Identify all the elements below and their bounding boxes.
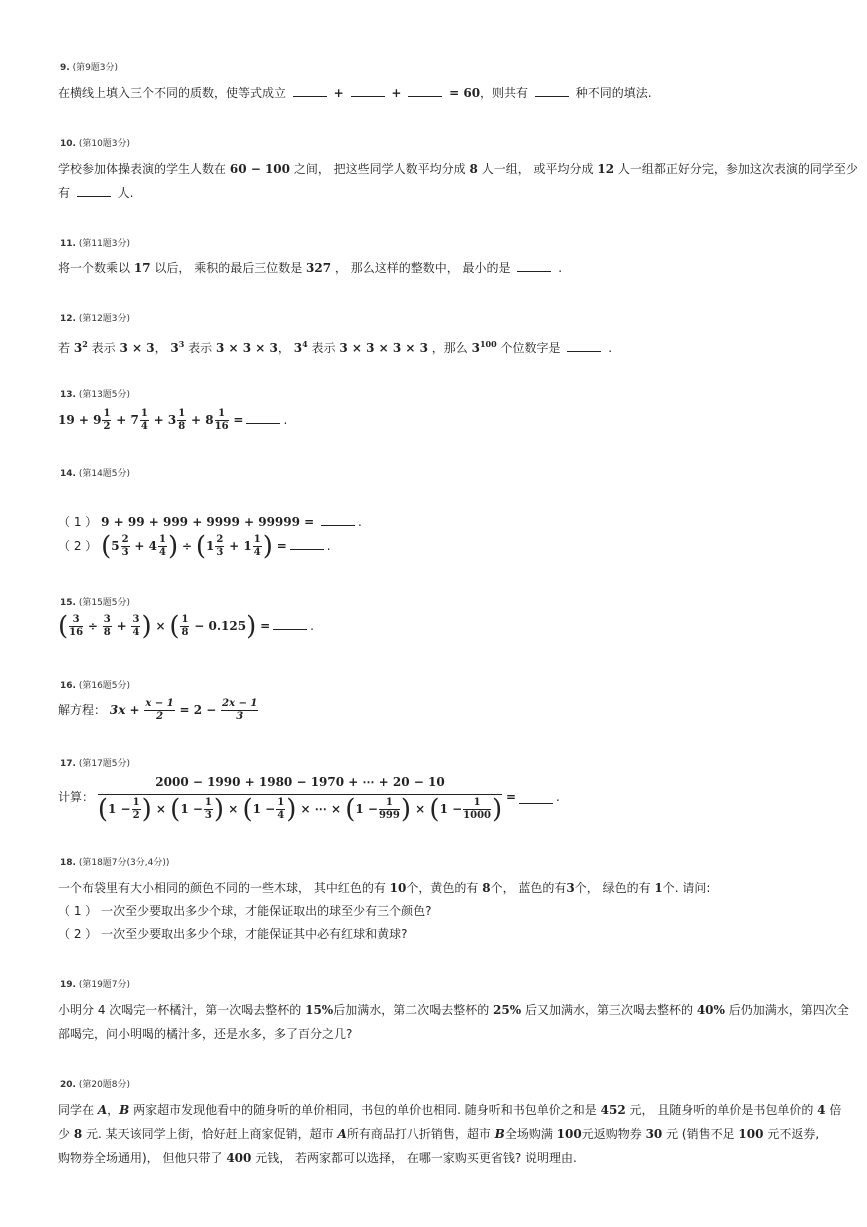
equals-sign: = bbox=[233, 413, 244, 427]
q20-text: 所有商品打八折销售，超市 bbox=[346, 1127, 491, 1141]
question-number: 10. bbox=[60, 139, 76, 149]
part-label: （ 2 ） bbox=[58, 539, 98, 553]
q10-text: 人一组， 或平均分成 bbox=[481, 162, 594, 176]
q11-text: ， 那么这样的整数中， 最小的是 bbox=[334, 261, 511, 275]
question-14-part1 bbox=[58, 512, 362, 532]
paren: ( bbox=[195, 531, 206, 562]
question-14-part2 bbox=[58, 531, 331, 562]
question-12-header bbox=[60, 311, 130, 324]
fraction: $\frac{1}{8}$ bbox=[178, 408, 186, 432]
q11-end: . bbox=[558, 261, 563, 275]
q12-text: ，那么 bbox=[431, 341, 468, 355]
q15-end: . bbox=[310, 619, 314, 633]
q11-number: 327 bbox=[306, 261, 332, 275]
question-meta: (第12题3分) bbox=[78, 314, 131, 324]
question-13-header bbox=[60, 387, 130, 400]
plus-sign: + bbox=[333, 86, 344, 100]
q20-number: 100 bbox=[738, 1127, 764, 1141]
q11-number: 17 bbox=[133, 261, 151, 275]
question-20-body-line1 bbox=[58, 1100, 841, 1120]
q20-number: 30 bbox=[645, 1127, 663, 1141]
q12-text: 个位数字是 bbox=[500, 341, 561, 355]
fraction: $\frac{1}{4}$ bbox=[140, 408, 148, 432]
paren: ( bbox=[58, 611, 69, 642]
question-number: 17. bbox=[60, 759, 76, 769]
q20-number: 400 bbox=[226, 1151, 252, 1165]
times-sign: × bbox=[155, 619, 166, 633]
question-meta: (第10题3分) bbox=[78, 139, 131, 149]
question-meta: (第17题5分) bbox=[78, 759, 131, 769]
paren: ) bbox=[141, 611, 152, 642]
equals-sign: = bbox=[260, 619, 271, 633]
question-number: 14. bbox=[60, 469, 76, 479]
fraction: $\frac{1}{2}$ bbox=[103, 408, 111, 432]
question-meta: (第16题5分) bbox=[78, 681, 131, 691]
answer-blank[interactable] bbox=[246, 411, 280, 424]
q20-text: ， bbox=[107, 1103, 120, 1117]
denominator: (1 − $\frac{1}{2}$ ) × (1 − $\frac{1}{3}$ ) × (1 − $\frac{1}{4}$ ) × ⋯ × (1 − $\frac{1}{999}$ ) × (1 − $\frac{1}{1000}$ ) bbox=[97, 794, 503, 825]
q20-text: 元不返券, bbox=[767, 1127, 820, 1141]
answer-blank[interactable] bbox=[408, 84, 442, 97]
question-meta: (第9题3分) bbox=[72, 63, 119, 73]
q9-text: ，则共有 bbox=[480, 86, 529, 100]
answer-blank[interactable] bbox=[519, 791, 553, 804]
q18-number: 10 bbox=[389, 881, 407, 895]
question-15-header bbox=[60, 595, 130, 608]
question-10-body bbox=[58, 159, 858, 179]
question-meta: (第18题7分(3分,4分)) bbox=[78, 858, 170, 868]
question-18-sub1: （ 1 ） 一次至少要取出多少个球，才能保证取出的球至少有三个颜色? bbox=[58, 904, 432, 918]
question-16-body bbox=[58, 698, 259, 723]
paren: ) bbox=[262, 531, 273, 562]
q14-end: . bbox=[326, 539, 331, 553]
q19-percent: 25% bbox=[493, 1003, 522, 1017]
answer-blank[interactable] bbox=[567, 339, 601, 352]
product-expr: 3 × 3 bbox=[119, 341, 155, 355]
question-16-header bbox=[60, 678, 130, 691]
q18-text: 个，黄色的有 bbox=[406, 881, 479, 895]
question-10-body-line2 bbox=[58, 183, 134, 203]
question-meta: (第20题8分) bbox=[78, 1080, 131, 1090]
question-number: 16. bbox=[60, 681, 76, 691]
fraction: $\frac{2x - 1}{3}$ bbox=[222, 698, 258, 722]
question-number: 15. bbox=[60, 598, 76, 608]
numerator: 2000 − 1990 + 1980 − 1970 + ⋯ + 20 − 10 bbox=[98, 772, 502, 795]
q20-text: 两家超市发现他看中的随身听的单价相同，书包的单价也相同. 随身听和书包单价之和是 bbox=[133, 1103, 597, 1117]
q10-range: 60 − 100 bbox=[229, 162, 291, 176]
q10-number: 8 bbox=[469, 162, 478, 176]
paren: ( bbox=[101, 531, 112, 562]
q20-text: 元. 某天该同学上街，恰好赶上商家促销，超市 bbox=[86, 1127, 334, 1141]
part-label: （ 1 ） bbox=[58, 515, 98, 529]
q19-text: 后加满水，第二次喝去整杯的 bbox=[333, 1003, 490, 1017]
q20-text: 元， 且随身听的单价是书包单价的 bbox=[629, 1103, 814, 1117]
question-meta: (第11题3分) bbox=[78, 239, 131, 249]
question-18-header bbox=[60, 855, 169, 868]
question-20-header bbox=[60, 1077, 130, 1090]
q19-percent: 40% bbox=[696, 1003, 725, 1017]
answer-blank[interactable] bbox=[535, 84, 569, 97]
equals-sign: = bbox=[276, 539, 287, 553]
question-19-body bbox=[58, 1000, 849, 1020]
fraction: $\frac{2}{3}$ bbox=[216, 534, 224, 558]
plus-sign: + bbox=[116, 619, 127, 633]
q11-text: 以后， 乘积的最后三位数是 bbox=[154, 261, 303, 275]
q19-text: 后仍加满水，第四次全 bbox=[728, 1003, 849, 1017]
q20-text: 元 (销售不足 bbox=[666, 1127, 735, 1141]
q14-end: . bbox=[358, 515, 362, 529]
question-15-body bbox=[58, 611, 314, 642]
power-expr: $3^2$ bbox=[73, 339, 88, 355]
math-term: − 0.125 bbox=[194, 619, 247, 633]
q12-text: 若 bbox=[58, 341, 71, 355]
question-9-body bbox=[58, 83, 652, 103]
math-term: 5 bbox=[111, 539, 120, 553]
equals-sign: = bbox=[505, 790, 517, 804]
q13-end: . bbox=[283, 413, 288, 427]
math-term: 1 bbox=[206, 539, 215, 553]
fraction: $\frac{3}{16}$ bbox=[69, 614, 84, 638]
question-number: 19. bbox=[60, 980, 76, 990]
fraction: $\frac{1}{16}$ bbox=[214, 408, 229, 432]
q20-text: 少 bbox=[58, 1127, 71, 1141]
math-term: + 4 bbox=[134, 539, 157, 553]
answer-blank[interactable] bbox=[273, 617, 307, 630]
math-term: + 1 bbox=[229, 539, 252, 553]
q19-text: 后又加满水，第三次喝去整杯的 bbox=[524, 1003, 693, 1017]
q18-text: 个， 蓝色的有 bbox=[490, 881, 567, 895]
question-14-header bbox=[60, 466, 130, 479]
q18-text: 个， 绿色的有 bbox=[574, 881, 651, 895]
q10-text: 有 bbox=[58, 186, 71, 200]
product-expr: 3 × 3 × 3 bbox=[216, 341, 278, 355]
q19-text: 小明分 4 次喝完一杯橘汁，第一次喝去整杯的 bbox=[58, 1003, 302, 1017]
fraction: $\frac{2}{3}$ bbox=[121, 534, 129, 558]
q16-label: 解方程： bbox=[58, 703, 107, 717]
question-number: 18. bbox=[60, 858, 76, 868]
question-number: 20. bbox=[60, 1080, 76, 1090]
question-number: 12. bbox=[60, 314, 76, 324]
question-9-header bbox=[60, 60, 118, 73]
q10-text: 人. bbox=[117, 186, 134, 200]
math-term: + 7 bbox=[116, 413, 139, 427]
q11-text: 将一个数乘以 bbox=[58, 261, 131, 275]
plus-sign: + bbox=[391, 86, 402, 100]
store-b-label: B bbox=[119, 1103, 130, 1117]
q10-text: 学校参加体操表演的学生人数在 bbox=[58, 162, 227, 176]
question-19-header bbox=[60, 977, 130, 990]
equals-value: = 60 bbox=[449, 86, 481, 100]
store-a-label: A bbox=[97, 1103, 108, 1117]
question-12-body: 若 $3^2$ 表示 3 × 3， $3^3$ 表示 3 × 3 × 3， $3^4$ 表示 3 × 3 × 3 × 3 ，那么 $3^{100}$ 个位数字是 . bbox=[58, 339, 613, 355]
product-expr: 3 × 3 × 3 × 3 bbox=[339, 341, 428, 355]
big-fraction bbox=[97, 772, 503, 825]
q18-number: 1 bbox=[654, 881, 663, 895]
q20-number: 452 bbox=[600, 1103, 626, 1117]
question-11-header bbox=[60, 236, 130, 249]
question-10-header bbox=[60, 136, 130, 149]
question-meta: (第19题7分) bbox=[78, 980, 131, 990]
answer-blank[interactable] bbox=[517, 259, 551, 272]
q20-number: 100 bbox=[556, 1127, 582, 1141]
q12-text: 表示 bbox=[311, 341, 336, 355]
power-expr: $3^4$ bbox=[293, 339, 308, 355]
q10-number: 12 bbox=[597, 162, 615, 176]
q18-number: 8 bbox=[482, 881, 491, 895]
question-number: 13. bbox=[60, 390, 76, 400]
question-20-body-line2 bbox=[58, 1124, 819, 1144]
q18-text: 个. 请问: bbox=[662, 881, 711, 895]
divide-sign: ÷ bbox=[87, 619, 98, 633]
q20-text: 元返购物券 bbox=[581, 1127, 642, 1141]
math-term: 19 + 9 bbox=[58, 413, 102, 427]
question-meta: (第15题5分) bbox=[78, 598, 131, 608]
answer-blank[interactable] bbox=[293, 84, 327, 97]
q12-text: 表示 bbox=[188, 341, 213, 355]
question-17-body bbox=[58, 772, 560, 825]
q12-end: . bbox=[608, 341, 613, 355]
q20-text: 元钱， 若两家都可以选择， 在哪一家购买更省钱? 说明理由. bbox=[255, 1151, 577, 1165]
q9-text: 种不同的填法. bbox=[575, 86, 652, 100]
question-17-header bbox=[60, 756, 130, 769]
question-18-body bbox=[58, 878, 710, 898]
q20-text: 购物券全场通用)， 但他只带了 bbox=[58, 1151, 223, 1165]
answer-blank[interactable] bbox=[321, 513, 355, 526]
answer-blank[interactable] bbox=[290, 537, 324, 550]
q10-text: 人一组都正好分完，参加这次表演的同学至少 bbox=[617, 162, 858, 176]
question-11-body bbox=[58, 258, 562, 278]
math-term: = 2 − bbox=[179, 703, 217, 717]
fraction: $\frac{1}{8}$ bbox=[181, 614, 189, 638]
question-18-sub2: （ 2 ） 一次至少要取出多少个球，才能保证其中必有红球和黄球? bbox=[58, 927, 408, 941]
q20-number: 8 bbox=[73, 1127, 83, 1141]
q20-text: 同学在 bbox=[58, 1103, 95, 1117]
fraction: $\frac{3}{8}$ bbox=[103, 614, 111, 638]
power-expr: $3^3$ bbox=[170, 339, 185, 355]
question-meta: (第13题5分) bbox=[78, 390, 131, 400]
question-meta: (第14题5分) bbox=[78, 469, 131, 479]
q19-percent: 15% bbox=[305, 1003, 334, 1017]
q17-end: . bbox=[556, 790, 560, 804]
q12-text: 表示 bbox=[91, 341, 116, 355]
question-number: 9. bbox=[60, 63, 70, 73]
paren: ( bbox=[169, 611, 180, 642]
paren: ) bbox=[246, 611, 257, 642]
divide-sign: ÷ bbox=[181, 539, 193, 553]
question-number: 11. bbox=[60, 239, 76, 249]
question-20-body-line3 bbox=[58, 1148, 577, 1168]
paren: ) bbox=[167, 531, 179, 562]
q17-label: 计算： bbox=[58, 790, 95, 804]
question-19-body-line2: 部喝完，问小明喝的橘汁多，还是水多，多了百分之几? bbox=[58, 1027, 353, 1041]
fraction: $\frac{1}{4}$ bbox=[159, 534, 166, 558]
math-term: + 3 bbox=[153, 413, 177, 427]
q20-text: 全场购满 bbox=[504, 1127, 553, 1141]
q18-number: 3 bbox=[566, 881, 575, 895]
power-expr: $3^{100}$ bbox=[471, 339, 497, 355]
answer-blank[interactable] bbox=[77, 184, 111, 197]
math-expr: 9 + 99 + 999 + 9999 + 99999 = bbox=[101, 515, 315, 529]
fraction: $\frac{x - 1}{2}$ bbox=[145, 698, 174, 722]
store-a-label: A bbox=[337, 1127, 347, 1141]
q18-text: 一个布袋里有大小相同的颜色不同的一些木球， 其中红色的有 bbox=[58, 881, 386, 895]
q10-text: 之间， 把这些同学人数平均分成 bbox=[293, 162, 466, 176]
q20-number: 4 bbox=[817, 1103, 826, 1117]
fraction: $\frac{3}{4}$ bbox=[132, 614, 140, 638]
q9-text: 在横线上填入三个不同的质数，使等式成立 bbox=[58, 86, 287, 100]
answer-blank[interactable] bbox=[351, 84, 385, 97]
fraction: $\frac{1}{4}$ bbox=[253, 534, 261, 558]
q20-text: 倍 bbox=[829, 1103, 842, 1117]
question-13-body bbox=[58, 408, 287, 433]
math-term: + 8 bbox=[191, 413, 214, 427]
math-term: 3x + bbox=[109, 703, 140, 717]
store-b-label: B bbox=[494, 1127, 505, 1141]
